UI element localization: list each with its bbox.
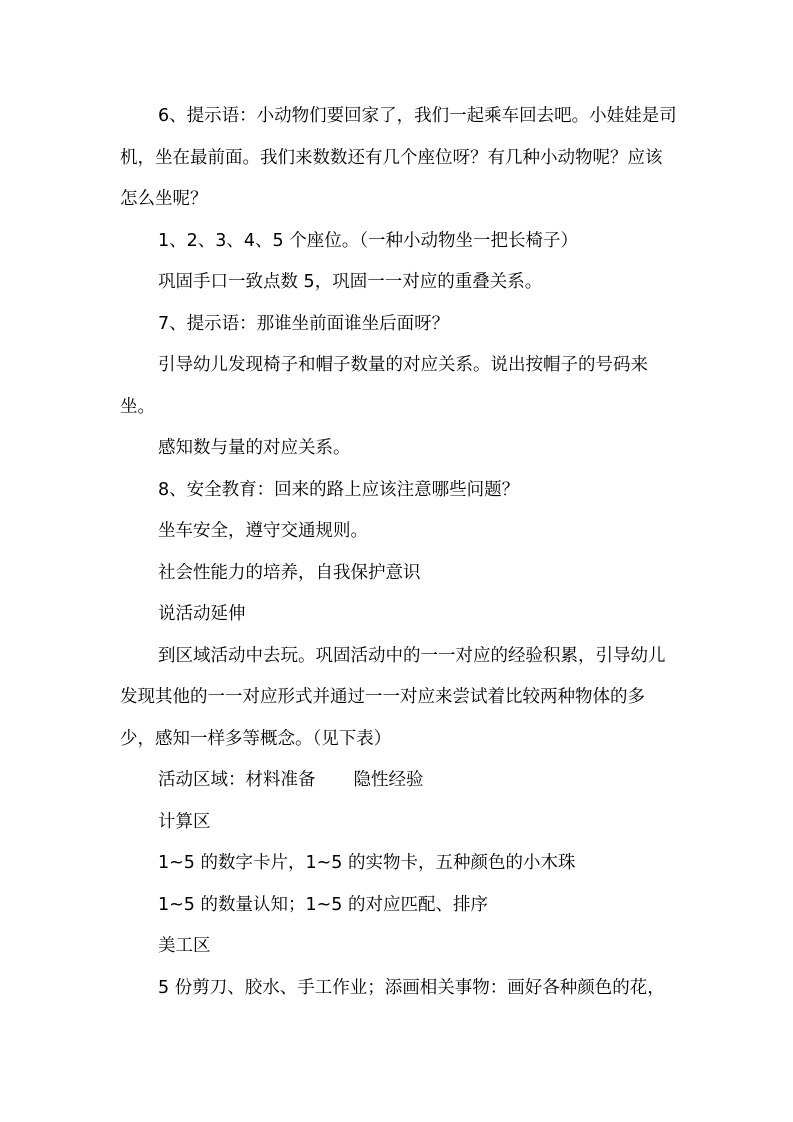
paragraph-safety-education: 8、安全教育：回来的路上应该注意哪些问题？: [158, 479, 520, 500]
table-row-art-area: 美工区: [158, 936, 211, 956]
paragraph-counting: 巩固手口一致点数 5，巩固一一对应的重叠关系。: [158, 272, 543, 292]
paragraph-guidance: 引导幼儿发现椅子和帽子数量的对应关系。说出按帽子的号码来坐。: [120, 355, 648, 417]
paragraph-extension-heading: 说活动延伸: [158, 604, 246, 624]
table-row-calculation-experience: 1~5 的数量认知；1~5 的对应匹配、排序: [158, 894, 488, 915]
paragraph-prompt-6: 6、提示语：小动物们要回家了，我们一起乘车回去吧。小娃娃是司机，坐在最前面。我们来数数还有几个座位呀？有几种小动物呢？应该怎么坐呢？: [120, 106, 677, 209]
table-row-calculation-area: 计算区: [158, 811, 211, 832]
paragraph-area-activity: 到区域活动中去玩。巩固活动中的一一对应的经验积累，引导幼儿发现其他的一一对应形式并通过一一对应来尝试着比较两种物体的多少，感知一样多等概念。（见下表）: [120, 645, 666, 749]
paragraph-perception: 感知数与量的对应关系。: [158, 438, 351, 458]
table-header-hidden-experience: 隐性经验: [353, 770, 424, 790]
paragraph-social-ability: 社会性能力的培养，自我保护意识: [158, 562, 421, 583]
paragraph-seats: 1、2、3、4、5 个座位。（一种小动物坐一把长椅子）: [158, 230, 578, 251]
table-row-calculation-materials: 1~5 的数字卡片，1~5 的实物卡，五种颜色的小木珠: [158, 853, 576, 873]
table-row-art-materials: 5 份剪刀、胶水、手工作业；添画相关事物：画好各种颜色的花，: [158, 977, 665, 998]
table-header-row: [120, 760, 678, 802]
document-body: [120, 96, 678, 1009]
paragraph-prompt-7: 7、提示语：那谁坐前面谁坐后面呀？: [158, 313, 450, 334]
paragraph-ride-safety: 坐车安全，遵守交通规则。: [158, 521, 368, 541]
table-header-materials: 活动区域：材料准备: [158, 770, 316, 790]
